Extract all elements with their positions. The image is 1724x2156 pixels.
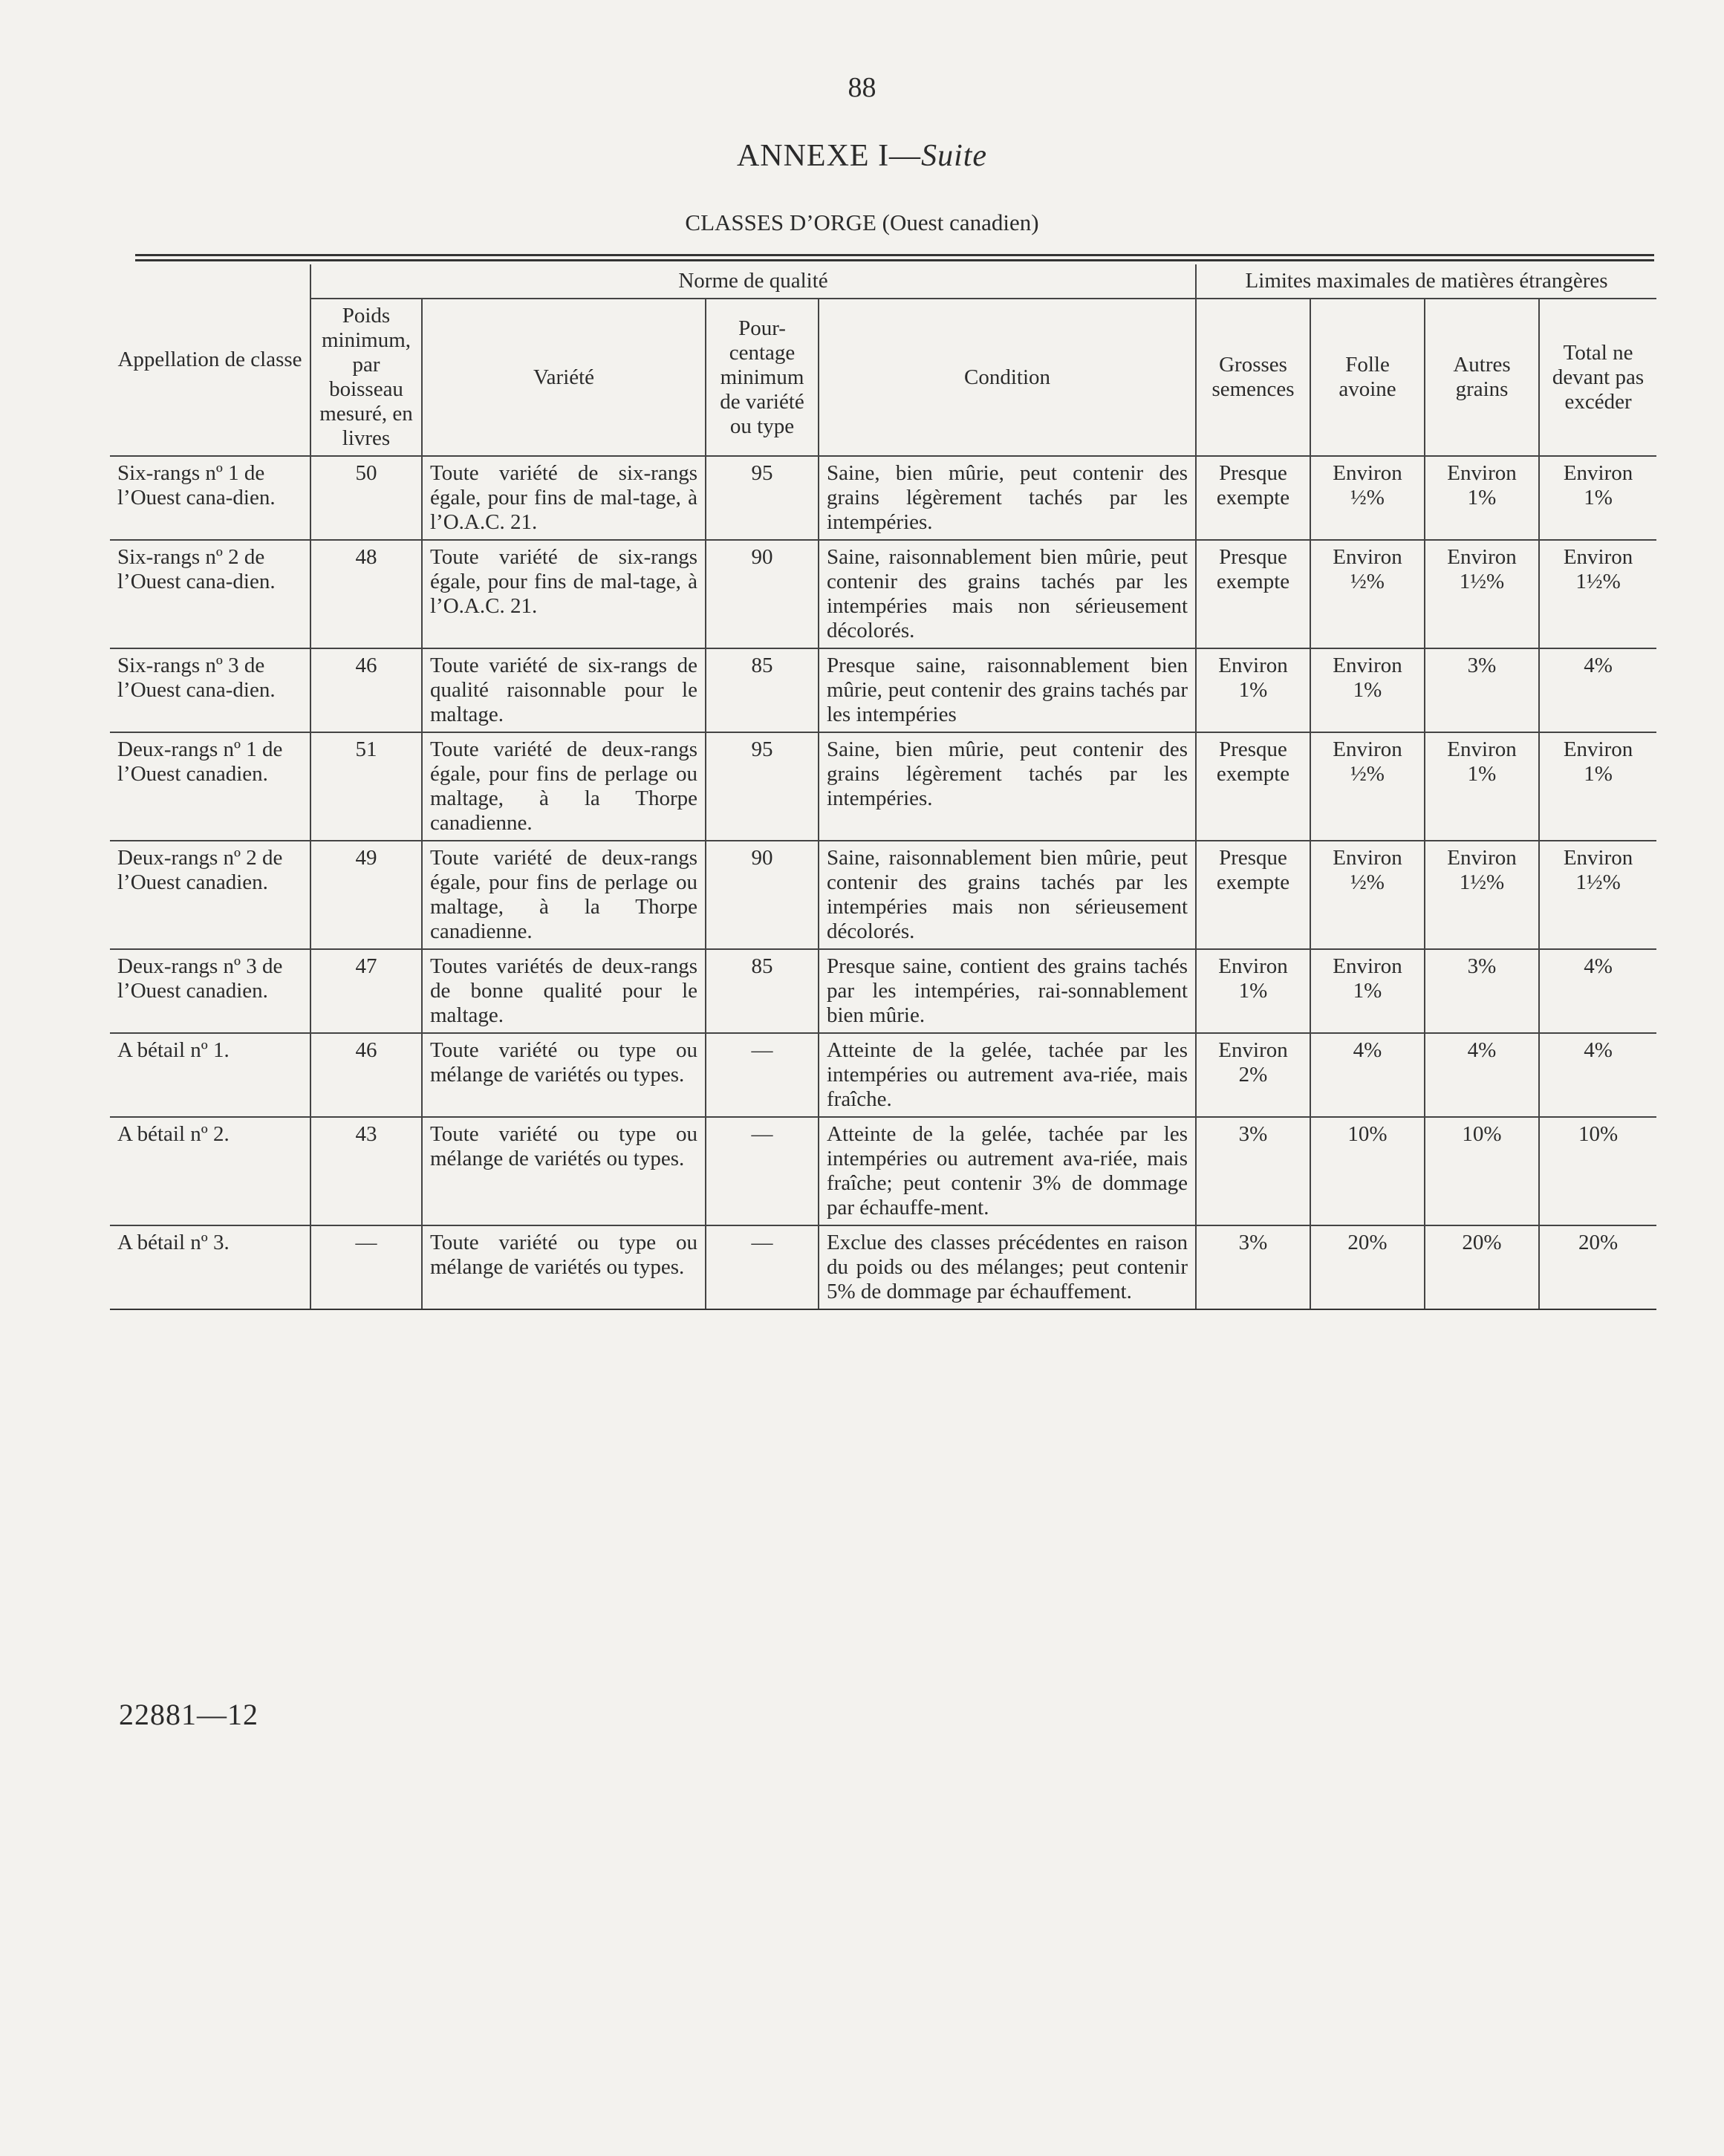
cell-condition: Presque saine, contient des grains tachés par les intempéries, rai-sonnablement bien mûrie. xyxy=(819,949,1196,1033)
header-pourcentage: Pour-centage minimum de variété ou type xyxy=(706,299,819,456)
header-total: Total ne devant pas excéder xyxy=(1539,299,1656,456)
cell-total: Environ 1½% xyxy=(1539,841,1656,949)
cell-total: 4% xyxy=(1539,1033,1656,1117)
cell-variete: Toute variété de six-rangs de qualité raisonnable pour le maltage. xyxy=(422,648,706,732)
table-row xyxy=(110,1033,1656,1117)
table-row xyxy=(110,648,1656,732)
cell-condition: Saine, bien mûrie, peut contenir des grains légèrement tachés par les intempéries. xyxy=(819,732,1196,841)
cell-folle-avoine: Environ ½% xyxy=(1310,732,1425,841)
cell-appellation: A bétail nº 3. xyxy=(110,1225,310,1309)
cell-grosses-semences: Presque exempte xyxy=(1196,841,1310,949)
barley-grades-table xyxy=(110,264,1656,1310)
cell-pourcentage: 90 xyxy=(706,841,819,949)
cell-pourcentage: 95 xyxy=(706,732,819,841)
cell-autres-grains: Environ 1½% xyxy=(1425,841,1539,949)
cell-total: 10% xyxy=(1539,1117,1656,1225)
cell-folle-avoine: Environ ½% xyxy=(1310,456,1425,540)
cell-variete: Toute variété de six-rangs égale, pour fins de mal-tage, à l’O.A.C. 21. xyxy=(422,456,706,540)
cell-folle-avoine: 4% xyxy=(1310,1033,1425,1117)
cell-poids: 48 xyxy=(310,540,422,648)
cell-condition: Presque saine, raisonnablement bien mûrie, peut contenir des grains tachés par les intempéries xyxy=(819,648,1196,732)
cell-variete: Toutes variétés de deux-rangs de bonne qualité pour le maltage. xyxy=(422,949,706,1033)
cell-poids: 46 xyxy=(310,648,422,732)
cell-variete: Toute variété ou type ou mélange de variétés ou types. xyxy=(422,1225,706,1309)
cell-autres-grains: 4% xyxy=(1425,1033,1539,1117)
cell-appellation: A bétail nº 2. xyxy=(110,1117,310,1225)
cell-pourcentage: 90 xyxy=(706,540,819,648)
top-rule xyxy=(135,254,1654,256)
cell-appellation: Six-rangs nº 1 de l’Ouest cana-dien. xyxy=(110,456,310,540)
cell-total: Environ 1% xyxy=(1539,732,1656,841)
cell-pourcentage: — xyxy=(706,1225,819,1309)
cell-variete: Toute variété ou type ou mélange de variétés ou types. xyxy=(422,1117,706,1225)
table-row xyxy=(110,1117,1656,1225)
table-row xyxy=(110,456,1656,540)
annex-title-suite: Suite xyxy=(921,139,988,173)
cell-grosses-semences: Environ 1% xyxy=(1196,648,1310,732)
cell-poids: 49 xyxy=(310,841,422,949)
cell-condition: Saine, bien mûrie, peut contenir des grains légèrement tachés par les intempéries. xyxy=(819,456,1196,540)
table-row xyxy=(110,1225,1656,1309)
cell-autres-grains: Environ 1% xyxy=(1425,456,1539,540)
header-condition: Condition xyxy=(819,299,1196,456)
cell-grosses-semences: Environ 2% xyxy=(1196,1033,1310,1117)
table-row xyxy=(110,949,1656,1033)
annex-title-main: ANNEXE I— xyxy=(736,139,922,173)
cell-total: Environ 1% xyxy=(1539,456,1656,540)
cell-total: 4% xyxy=(1539,648,1656,732)
classes-title: CLASSES D’ORGE (Ouest canadien) xyxy=(685,209,1039,235)
cell-autres-grains: Environ 1½% xyxy=(1425,540,1539,648)
cell-folle-avoine: Environ 1% xyxy=(1310,648,1425,732)
table-row xyxy=(110,841,1656,949)
cell-appellation: Deux-rangs nº 3 de l’Ouest canadien. xyxy=(110,949,310,1033)
cell-autres-grains: 3% xyxy=(1425,949,1539,1033)
cell-total: Environ 1½% xyxy=(1539,540,1656,648)
cell-grosses-semences: Environ 1% xyxy=(1196,949,1310,1033)
cell-variete: Toute variété ou type ou mélange de variétés ou types. xyxy=(422,1033,706,1117)
cell-autres-grains: 20% xyxy=(1425,1225,1539,1309)
top-rule-second xyxy=(135,259,1654,261)
header-autres-grains: Autres grains xyxy=(1425,299,1539,456)
cell-poids: 46 xyxy=(310,1033,422,1117)
cell-autres-grains: 10% xyxy=(1425,1117,1539,1225)
header-folle-avoine: Folle avoine xyxy=(1310,299,1425,456)
cell-condition: Atteinte de la gelée, tachée par les intempéries ou autrement ava-riée, mais fraîche. xyxy=(819,1033,1196,1117)
cell-poids: 50 xyxy=(310,456,422,540)
header-variete: Variété xyxy=(422,299,706,456)
header-grosses-semences: Grosses semences xyxy=(1196,299,1310,456)
cell-grosses-semences: Presque exempte xyxy=(1196,456,1310,540)
header-appellation: Appellation de classe xyxy=(110,264,310,456)
cell-poids: 43 xyxy=(310,1117,422,1225)
cell-grosses-semences: 3% xyxy=(1196,1225,1310,1309)
cell-appellation: Deux-rangs nº 2 de l’Ouest canadien. xyxy=(110,841,310,949)
header-limites: Limites maximales de matières étrangères xyxy=(1196,264,1656,299)
cell-grosses-semences: Presque exempte xyxy=(1196,540,1310,648)
cell-condition: Saine, raisonnablement bien mûrie, peut contenir des grains tachés par les intempéries mais non sérieusement décolorés. xyxy=(819,540,1196,648)
cell-autres-grains: Environ 1% xyxy=(1425,732,1539,841)
cell-grosses-semences: Presque exempte xyxy=(1196,732,1310,841)
cell-variete: Toute variété de six-rangs égale, pour fins de mal-tage, à l’O.A.C. 21. xyxy=(422,540,706,648)
cell-pourcentage: — xyxy=(706,1117,819,1225)
cell-condition: Exclue des classes précédentes en raison du poids ou des mélanges; peut contenir 5% de dommage par échauffement. xyxy=(819,1225,1196,1309)
cell-appellation: Six-rangs nº 2 de l’Ouest cana-dien. xyxy=(110,540,310,648)
cell-total: 4% xyxy=(1539,949,1656,1033)
cell-folle-avoine: Environ ½% xyxy=(1310,540,1425,648)
cell-appellation: Deux-rangs nº 1 de l’Ouest canadien. xyxy=(110,732,310,841)
cell-poids: — xyxy=(310,1225,422,1309)
cell-folle-avoine: 20% xyxy=(1310,1225,1425,1309)
cell-grosses-semences: 3% xyxy=(1196,1117,1310,1225)
cell-poids: 47 xyxy=(310,949,422,1033)
cell-condition: Saine, raisonnablement bien mûrie, peut contenir des grains tachés par les intempéries mais non sérieusement décolorés. xyxy=(819,841,1196,949)
cell-pourcentage: 95 xyxy=(706,456,819,540)
cell-variete: Toute variété de deux-rangs égale, pour fins de perlage ou maltage, à la Thorpe canadienne. xyxy=(422,841,706,949)
cell-appellation: A bétail nº 1. xyxy=(110,1033,310,1117)
footer-code: 22881—12 xyxy=(119,1698,258,1731)
cell-folle-avoine: Environ 1% xyxy=(1310,949,1425,1033)
page-number: 88 xyxy=(848,72,876,103)
header-poids: Poids minimum, par boisseau mesuré, en livres xyxy=(310,299,422,456)
cell-variete: Toute variété de deux-rangs égale, pour fins de perlage ou maltage, à la Thorpe canadienne. xyxy=(422,732,706,841)
header-norme-qualite: Norme de qualité xyxy=(310,264,1196,299)
cell-autres-grains: 3% xyxy=(1425,648,1539,732)
cell-total: 20% xyxy=(1539,1225,1656,1309)
table-row xyxy=(110,540,1656,648)
cell-poids: 51 xyxy=(310,732,422,841)
cell-appellation: Six-rangs nº 3 de l’Ouest cana-dien. xyxy=(110,648,310,732)
table-row xyxy=(110,732,1656,841)
cell-condition: Atteinte de la gelée, tachée par les intempéries ou autrement ava-riée, mais fraîche; peut contenir 3% de dommage par échauffe-ment. xyxy=(819,1117,1196,1225)
cell-pourcentage: 85 xyxy=(706,949,819,1033)
cell-folle-avoine: 10% xyxy=(1310,1117,1425,1225)
cell-pourcentage: 85 xyxy=(706,648,819,732)
cell-pourcentage: — xyxy=(706,1033,819,1117)
cell-folle-avoine: Environ ½% xyxy=(1310,841,1425,949)
annex-title xyxy=(0,138,1724,174)
